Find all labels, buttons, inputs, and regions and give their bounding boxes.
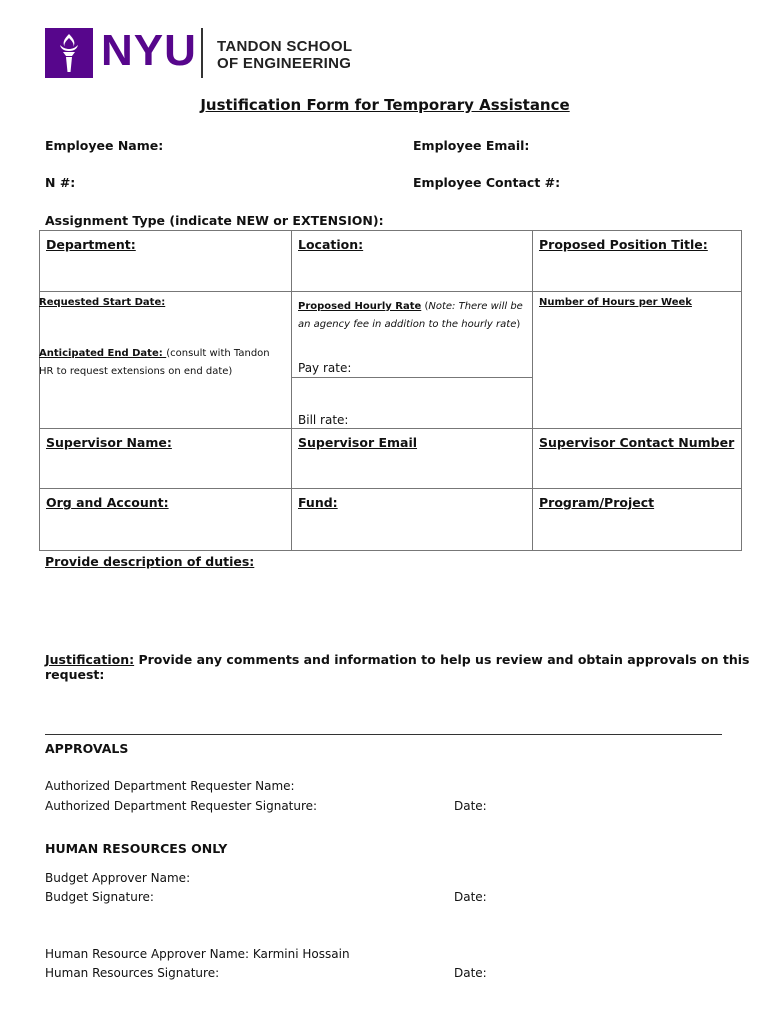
proposed-position-title-label: Proposed Position Title: — [539, 237, 708, 252]
proposed-hourly-rate-label: Proposed Hourly Rate — [298, 301, 422, 312]
hr-only-heading: HUMAN RESOURCES ONLY — [45, 841, 228, 856]
hr-approver-name-label: Human Resource Approver Name: Karmini Hossain — [45, 947, 350, 961]
nyu-wordmark: NYU — [101, 26, 197, 75]
anticipated-end-date-label: Anticipated End Date: — [39, 348, 167, 359]
table-row-divider-2 — [40, 428, 741, 429]
requester-signature-label: Authorized Department Requester Signature: — [45, 799, 318, 813]
justification-label: Justification: — [45, 652, 135, 667]
pay-rate-label: Pay rate: — [298, 361, 352, 375]
department-label: Department: — [46, 237, 136, 252]
employee-contact-label: Employee Contact #: — [413, 175, 561, 190]
employee-name-label: Employee Name: — [45, 138, 164, 153]
budget-date-label: Date: — [454, 890, 487, 904]
requester-name-label: Authorized Department Requester Name: — [45, 779, 295, 793]
logo-divider — [201, 28, 203, 78]
rate-note-open: ( — [421, 301, 429, 312]
anticipated-end-note: (consult with Tandon HR to request extensions on end date) — [39, 348, 270, 377]
table-col-divider-1 — [291, 231, 292, 550]
hr-date-label: Date: — [454, 966, 487, 980]
table-row-divider-3 — [40, 488, 741, 489]
org-label: Org — [46, 495, 72, 510]
pay-rate-line — [292, 377, 532, 378]
nyu-torch-logo — [45, 28, 93, 78]
school-line-1: TANDON SCHOOL — [217, 38, 353, 55]
budget-signature-label: Budget Signature: — [45, 890, 154, 904]
justification-block — [45, 652, 770, 682]
rate-note-close: ) — [516, 319, 521, 330]
anticipated-end-block — [39, 343, 287, 379]
supervisor-contact-label: Supervisor Contact Number — [539, 435, 735, 450]
table-row-divider-1 — [40, 291, 741, 292]
school-line-2: OF ENGINEERING — [217, 55, 352, 72]
justification-text: Provide any comments and information to help us review and obtain approvals on this request: — [45, 652, 750, 682]
rate-note: Note: There will be an agency fee in addition to the hourly rate — [298, 301, 523, 330]
requester-date-label: Date: — [454, 799, 487, 813]
position-details-table — [39, 230, 742, 551]
table-col-divider-2 — [532, 231, 533, 550]
org-account-block — [46, 495, 169, 510]
supervisor-name-label: Supervisor Name: — [46, 435, 172, 450]
program-project-label: Program/Project — [539, 495, 655, 510]
proposed-hourly-rate-block — [298, 296, 530, 332]
hours-per-week-label: Number of Hours per Week — [539, 297, 692, 308]
school-name — [217, 38, 352, 72]
assignment-type-label: Assignment Type (indicate NEW or EXTENSION): — [45, 213, 384, 228]
and-account-label: and Account: — [71, 495, 169, 510]
torch-icon — [45, 28, 93, 78]
approvals-heading: APPROVALS — [45, 741, 129, 756]
form-title: Justification Form for Temporary Assistance — [200, 96, 570, 114]
requested-start-date-label: Requested Start Date: — [39, 297, 166, 308]
approvals-divider — [45, 734, 722, 735]
n-number-label: N #: — [45, 175, 76, 190]
employee-email-label: Employee Email: — [413, 138, 530, 153]
hr-signature-label: Human Resources Signature: — [45, 966, 220, 980]
budget-approver-name-label: Budget Approver Name: — [45, 871, 191, 885]
location-label: Location: — [298, 237, 364, 252]
fund-label: Fund: — [298, 495, 338, 510]
supervisor-email-label: Supervisor Email — [298, 435, 418, 450]
duties-label: Provide description of duties: — [45, 554, 255, 569]
bill-rate-label: Bill rate: — [298, 413, 349, 427]
